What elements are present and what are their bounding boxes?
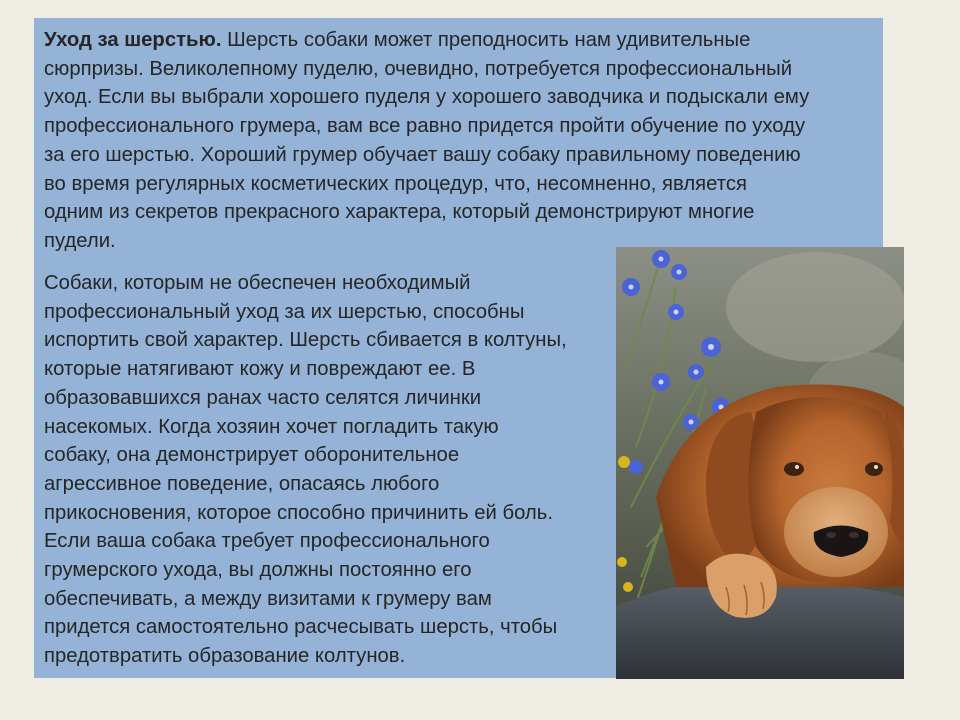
text-line: грумерского ухода, вы должны постоянно его	[44, 559, 472, 582]
paragraph-grooming-intro	[44, 26, 876, 256]
text-line: образовавшихся ранах часто селятся личинки	[44, 386, 482, 409]
text-line: Собаки, которым не обеспечен необходимый	[44, 272, 471, 294]
text-line: обеспечивать, а между визитами к грумеру вам	[44, 587, 492, 610]
text-line: прикосновения, которое способно причинить ей боль.	[44, 501, 553, 524]
dog-illustration	[616, 247, 904, 679]
text-line-content: Шерсть собаки может преподносить нам удивительные	[221, 29, 751, 51]
dog-photo	[616, 247, 904, 679]
paragraph-heading: Уход за шерстью.	[44, 29, 222, 51]
text-line: одним из секретов прекрасного характера, который демонстрируют многие	[44, 201, 755, 224]
text-line: собаку, она демонстрирует оборонительное	[44, 444, 460, 467]
paragraph-matted-coat	[44, 269, 614, 671]
text-line: придется самостоятельно расчесывать шерсть, чтобы	[44, 616, 558, 639]
text-line: агрессивное поведение, опасаясь любого	[44, 472, 440, 495]
text-line: насекомых. Когда хозяин хочет погладить такую	[44, 415, 499, 438]
text-line: профессиональный уход за их шерстью, способны	[44, 300, 525, 323]
text-line: за его шерстью. Хороший грумер обучает вашу собаку правильному поведению	[44, 143, 801, 166]
text-line: пудели.	[44, 229, 116, 252]
text-line: которые натягивают кожу и повреждают ее. В	[44, 358, 476, 381]
text-line: предотвратить образование колтунов.	[44, 645, 406, 668]
text-line: уход. Если вы выбрали хорошего пуделя у хорошего заводчика и подыскали ему	[44, 86, 810, 109]
text-line: профессионального грумера, вам все равно придется пройти обучение по уходу	[44, 115, 806, 138]
text-line: во время регулярных косметических процедур, что, несомненно, является	[44, 172, 747, 195]
text-line: Если ваша собака требует профессионального	[44, 530, 490, 553]
text-line	[44, 26, 876, 55]
text-line: сюрпризы. Великолепному пуделю, очевидно, потребуется профессиональный	[44, 57, 793, 80]
text-line: испортить свой характер. Шерсть сбивается в колтуны,	[44, 329, 567, 352]
